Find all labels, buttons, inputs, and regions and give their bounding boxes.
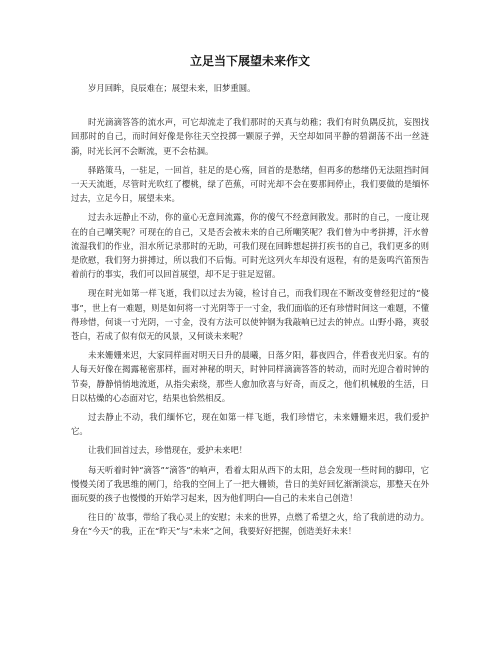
paragraph-2: 驿路策马，一驻足，一回首，驻足的是心殇，回首的是愁绪，但再多的愁绪仍无法阻挡时间一天天流逝，尽管时光吹红了樱桃，绿了芭蕉，可时光却不会在要那间停止，我们要做的是缅怀过去，立足今日，展望未来。 xyxy=(71,164,429,204)
paragraph-5: 未来姗姗来迟，大家同样面对明天日升的晨曦，日落夕阳，暮夜四合，伴看夜光归家。有的人每天好像在揭露秘密那样，面对神秘的明天，时钟同样滴滴答答的转动，而时光迎合着时钟的节奏，静静悄悄地流逝，从指尖索绕，那些人愈加欣喜与好奇，而反之，他们机械般的生活，日日以枯燥的心态面对它，结果也恰然相反。 xyxy=(71,350,429,403)
paragraph-9: 往日的`故事，带给了我心灵上的安慰；未来的世界，点燃了希望之火，给了我前进的动力。身在“今天”的我，正在“昨天”与“未来”之间，我要好好把握，创造美好未来！ xyxy=(71,512,429,537)
document-title: 立足当下展望未来作文 xyxy=(189,54,310,68)
paragraph-7: 让我们回首过去，珍惜现在，爱护未来吧！ xyxy=(88,445,248,456)
paragraph-1: 时光滴滴答答的流水声，可它却流走了我们那时的天真与幼稚；我们有时负隅反抗，妄图找回那时的自己，而时间好像是你往天空投掷一颗原子弹，天空却如同平静的碧湖荡不出一丝涟漪，时光长河不会断流，更不会枯涸。 xyxy=(71,117,429,156)
paragraph-4: 现在时光如第一样飞逝，我们以过去为镜，检讨自己，而我们现在不断改变曾经犯过的“傻事”，世上有一难题，则是如何将一寸光阴等于一寸金，我们面临的还有珍惜时间这一难题，不懂得珍惜，何谈一寸光阴，一寸金，没有方法可以使钟钢为我敲响已过去的钟点。山野小路，爽驳苍白，若成了似有似无的风景，又何谈未来呢？ xyxy=(71,288,429,342)
paragraph-3: 过去永远静止不动，你的童心无意间流露，你的傻气不经意间散发。那时的自己，一度让现在的自己嘲笑呢？可现在的自己，又是否会被未来的自己所嘲笑呢？我们曾为中考拼搏，汗水曾流湿我们的作业，泪水所记录那时的无助，可我们现在回眸想起拼打疾书的自己，我们更多的则是欣慰，我们努力拼搏过，所以我们不后悔。可时光这列火车却没有返程，有的是轰鸣汽笛预告着前行的事实，我们可以回首展望，却不足于驻足逗留。 xyxy=(71,212,429,280)
paragraph-6: 过去静止不动，我们缅怀它，现在如第一样飞逝，我们珍惜它，未来姗姗来迟，我们爱护它。 xyxy=(71,412,429,437)
paragraph-8: 每天听着时钟“滴答”“滴答”的响声，看着太阳从西下的太阳，总会发现一些时间的脚印，它慢慢关闭了我思维的闸门，给我的空间上了一把大栅锁，昔日的美好回忆渐渐淡忘，那整天在外面玩耍的孩子也慢慢的开始学习起来，因为他们明白──自己的未来自己创造！ xyxy=(71,464,429,504)
document-subtitle: 岁月回眸，良辰难在；展望未来，旧梦重圆。 xyxy=(88,83,256,93)
